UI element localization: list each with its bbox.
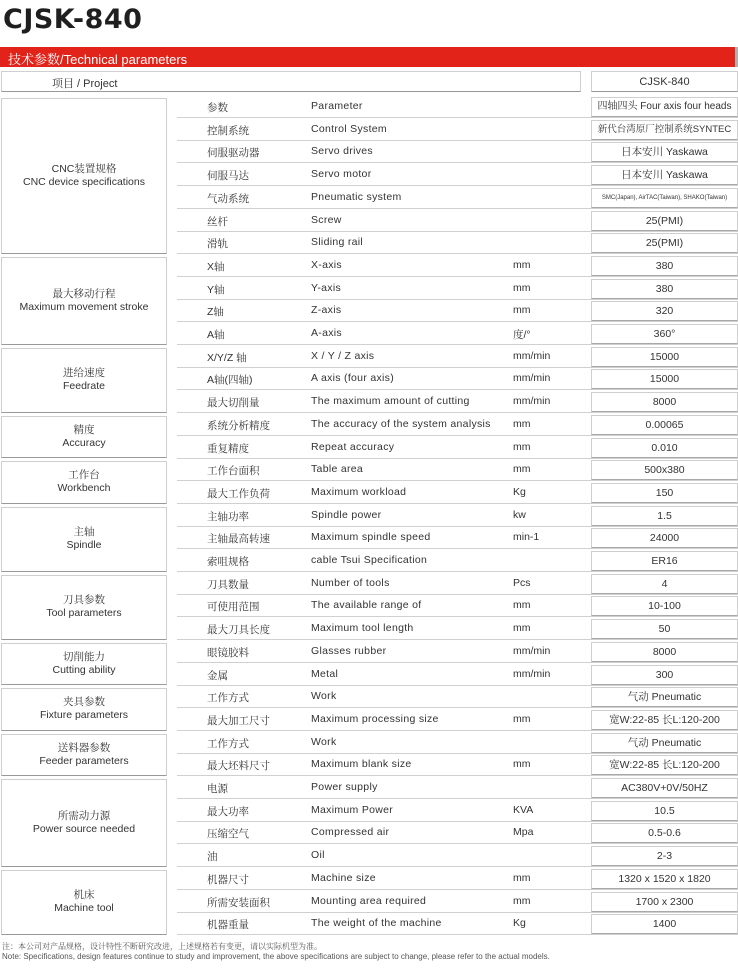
param-unit: KVA	[513, 803, 534, 816]
spec-row	[177, 527, 738, 549]
group-label-text	[46, 594, 121, 620]
spec-row	[177, 664, 738, 686]
group-label-cn: 所需动力源	[57, 809, 111, 822]
param-name-cn: 机器重量	[207, 919, 249, 932]
param-unit: mm	[513, 758, 531, 771]
param-name-cn: 伺服驱动器	[207, 147, 260, 160]
spec-row	[177, 686, 738, 708]
param-name-en: Table area	[311, 463, 364, 476]
param-name-en: Maximum blank size	[311, 758, 412, 771]
group-label	[1, 348, 167, 413]
param-value: SMC(Japan), AirTAC(Taiwan), SHAKO(Taiwan)	[591, 188, 738, 208]
param-name-cn: 工作方式	[207, 692, 249, 705]
spec-row	[177, 141, 738, 163]
param-name-en: Compressed air	[311, 826, 390, 839]
group-label-en: Feeder parameters	[39, 754, 129, 767]
param-value: 日本安川 Yaskawa	[591, 165, 738, 185]
group-label	[1, 870, 167, 935]
spec-row	[177, 437, 738, 459]
note-cn: 注：本公司对产品规格，设计特性不断研究改进，上述规格若有变更，请以实际机型为准。	[2, 942, 322, 951]
group-label-en: Accuracy	[62, 436, 106, 449]
param-unit: mm/min	[513, 349, 551, 362]
param-name-en: Glasses rubber	[311, 644, 387, 657]
param-name-en: Metal	[311, 667, 339, 680]
param-name-en: Y-axis	[311, 281, 342, 294]
param-name-en: Maximum tool length	[311, 622, 414, 635]
param-name-cn: 丝杆	[207, 215, 228, 228]
param-unit: mm/min	[513, 395, 551, 408]
param-name-en: Maximum workload	[311, 485, 407, 498]
group-label	[1, 688, 167, 730]
param-unit: Mpa	[513, 826, 534, 839]
group-label	[1, 461, 167, 503]
group-label-cn: 夹具参数	[63, 696, 105, 709]
param-name-en: Maximum processing size	[311, 712, 439, 725]
param-value: 50	[591, 619, 738, 639]
param-name-cn: 系统分析精度	[207, 419, 270, 432]
param-name-cn: 刀具数量	[207, 578, 249, 591]
param-name-en: The maximum amount of cutting	[311, 395, 470, 408]
param-name-en: Screw	[311, 213, 342, 226]
spec-row	[177, 800, 738, 822]
spec-row	[177, 164, 738, 186]
group-label-text	[20, 288, 149, 314]
param-name-en: Maximum spindle speed	[311, 531, 431, 544]
spec-row	[177, 278, 738, 300]
param-name-cn: 最大加工尺寸	[207, 714, 270, 727]
group-label-en: Machine tool	[54, 902, 114, 915]
param-name-cn: 眼镜胶料	[207, 646, 249, 659]
param-name-cn: 滑轨	[207, 238, 228, 251]
param-value: 1400	[591, 914, 738, 934]
project-label: 项目 / Project	[52, 78, 118, 90]
param-unit: min-1	[513, 531, 540, 544]
param-name-cn: 最大刀具长度	[207, 624, 270, 637]
group-label-cn: 最大移动行程	[52, 287, 116, 300]
param-name-cn: 主轴最高转速	[207, 533, 270, 546]
spec-row	[177, 391, 738, 413]
group-label-text	[54, 889, 114, 915]
param-name-en: cable Tsui Specification	[311, 554, 428, 566]
param-value: 25(PMI)	[591, 233, 738, 253]
param-value: ER16	[591, 551, 738, 571]
spec-row	[177, 482, 738, 504]
group-label-text	[33, 810, 135, 836]
param-name-en: X / Y / Z axis	[311, 349, 375, 362]
param-name-en: The available range of	[311, 599, 422, 612]
spec-row	[177, 300, 738, 322]
param-value: 150	[591, 483, 738, 503]
param-value: 300	[591, 665, 738, 685]
param-value: 320	[591, 301, 738, 321]
param-value: 0.010	[591, 438, 738, 458]
param-name-en: Servo drives	[311, 145, 373, 158]
param-unit: 度/°	[513, 329, 531, 341]
param-name-en: Maximum Power	[311, 803, 394, 816]
param-unit: mm	[513, 894, 531, 907]
spec-row	[177, 346, 738, 368]
group-label-cn: 主轴	[73, 526, 95, 539]
param-name-en: Machine size	[311, 871, 376, 884]
group-label-en: Feedrate	[62, 380, 106, 393]
param-unit: mm	[513, 304, 531, 317]
param-value: 新代台湾原厂控制系统SYNTEC	[591, 120, 738, 140]
param-name-cn: 重复精度	[207, 442, 249, 455]
param-name-cn: 金属	[207, 669, 228, 682]
param-value: 0.00065	[591, 415, 738, 435]
param-name-cn: X轴	[207, 260, 225, 273]
group-label-cn: 进给速度	[63, 367, 105, 380]
spec-row	[177, 414, 738, 436]
spec-row	[177, 777, 738, 799]
group-label-cn: CNC装置规格	[51, 162, 117, 175]
spec-row	[177, 187, 738, 209]
param-name-cn: 最大坯料尺寸	[207, 760, 270, 773]
param-name-cn: 索咀规格	[207, 556, 249, 568]
param-name-cn: 电源	[207, 783, 228, 795]
spec-row	[177, 550, 738, 572]
param-unit: mm	[513, 622, 531, 635]
param-name-cn: 主轴功率	[207, 510, 249, 523]
group-label-cn: 机床	[73, 889, 95, 902]
param-unit: mm/min	[513, 667, 551, 680]
param-value: 24000	[591, 528, 738, 548]
param-name-en: Parameter	[311, 100, 363, 112]
spec-row	[177, 845, 738, 867]
param-name-en: Work	[311, 735, 337, 748]
param-name-en: The accuracy of the system analysis	[311, 417, 491, 430]
param-name-cn: 工作方式	[207, 737, 249, 750]
spec-row	[177, 232, 738, 254]
group-label	[1, 98, 167, 254]
param-name-en: Oil	[311, 849, 325, 862]
param-name-cn: 油	[207, 851, 218, 864]
param-value: 8000	[591, 642, 738, 662]
section-title: 技术参数/Technical parameters	[8, 52, 188, 67]
group-label-cn: 切削能力	[63, 650, 105, 663]
param-name-cn: A轴(四轴)	[207, 374, 253, 387]
group-label-en: Cutting ability	[52, 663, 116, 676]
param-name-en: A-axis	[311, 327, 342, 339]
param-value: 8000	[591, 392, 738, 412]
param-name-cn: A轴	[207, 329, 225, 341]
param-value: 10.5	[591, 801, 738, 821]
param-unit: Pcs	[513, 576, 531, 589]
param-name-en: Z-axis	[311, 304, 342, 317]
param-value: 4	[591, 574, 738, 594]
param-value: 500x380	[591, 460, 738, 480]
group-label-text	[62, 424, 105, 450]
param-name-en: Repeat accuracy	[311, 440, 395, 453]
param-value: 宽W:22-85 长L:120-200	[591, 755, 738, 775]
param-value: 气动 Pneumatic	[591, 733, 738, 753]
param-name-en: Control System	[311, 122, 387, 135]
group-label	[1, 507, 167, 572]
param-name-cn: 工作台面积	[207, 465, 260, 478]
group-label	[1, 643, 167, 685]
group-label-text	[40, 696, 128, 722]
param-name-en: A axis (four axis)	[311, 372, 395, 385]
param-name-cn: 可使用范围	[207, 601, 260, 614]
param-value: 2-3	[591, 846, 738, 866]
param-unit: mm	[513, 281, 531, 294]
param-value: 15000	[591, 347, 738, 367]
param-value: 宽W:22-85 长L:120-200	[591, 710, 738, 730]
spec-row	[177, 96, 738, 118]
param-value: 10-100	[591, 596, 738, 616]
param-name-cn: 压缩空气	[207, 828, 249, 841]
param-unit: Kg	[513, 917, 526, 930]
group-label	[1, 257, 167, 345]
spec-row	[177, 891, 738, 913]
param-value: 气动 Pneumatic	[591, 687, 738, 707]
group-label-en: Tool parameters	[46, 607, 122, 620]
spec-row	[177, 868, 738, 890]
param-name-cn: 最大切削量	[207, 397, 260, 410]
spec-row	[177, 913, 738, 935]
param-name-cn: 伺服马达	[207, 170, 249, 183]
spec-row	[177, 618, 738, 640]
param-name-en: The weight of the machine	[311, 917, 442, 930]
spec-row	[177, 709, 738, 731]
group-label-en: Spindle	[66, 539, 102, 552]
spec-row	[177, 573, 738, 595]
spec-row	[177, 368, 738, 390]
param-name-cn: 最大工作负荷	[207, 487, 270, 500]
spec-row	[177, 595, 738, 617]
group-label-en: Workbench	[57, 482, 111, 495]
param-value: 0.5-0.6	[591, 823, 738, 843]
spec-row	[177, 732, 738, 754]
spec-row	[177, 505, 738, 527]
group-label-en: Power source needed	[32, 822, 136, 835]
param-name-en: Number of tools	[311, 576, 390, 589]
group-label-text	[58, 469, 111, 495]
param-value: 380	[591, 279, 738, 299]
param-unit: kw	[513, 508, 526, 521]
spec-row	[177, 323, 738, 345]
group-label-cn: 精度	[73, 423, 95, 436]
group-label	[1, 734, 167, 776]
param-unit: mm	[513, 440, 531, 453]
note-en: Note: Specifications, design features continue to study and improvement, the above specifications are subject to change, please refer to the actual models.	[2, 952, 550, 961]
spec-row	[177, 754, 738, 776]
spec-row	[177, 119, 738, 141]
param-value: 日本安川 Yaskawa	[591, 142, 738, 162]
param-value: 1700 x 2300	[591, 892, 738, 912]
page-title: CJSK-840	[3, 4, 143, 35]
param-name-en: Pneumatic system	[311, 190, 402, 203]
param-unit: mm	[513, 463, 531, 476]
param-name-en: Servo motor	[311, 168, 372, 181]
group-label-en: Fixture parameters	[39, 709, 129, 722]
group-label-cn: 工作台	[68, 469, 100, 482]
group-label-text	[23, 163, 145, 189]
param-name-cn: 所需安装面积	[207, 896, 270, 909]
param-unit: mm/min	[513, 644, 551, 657]
group-label	[1, 779, 167, 867]
param-name-en: Work	[311, 690, 337, 703]
param-value: AC380V+0V/50HZ	[591, 778, 738, 798]
param-name-en: Sliding rail	[311, 236, 364, 249]
group-label	[1, 416, 167, 458]
param-name-cn: 最大功率	[207, 805, 249, 818]
param-name-en: Spindle power	[311, 508, 382, 521]
param-name-en: Power supply	[311, 781, 378, 793]
section-banner	[0, 47, 738, 67]
param-value: 25(PMI)	[591, 211, 738, 231]
spec-row	[177, 255, 738, 277]
project-header	[1, 71, 581, 92]
group-label-text	[39, 742, 128, 768]
param-value: 1.5	[591, 506, 738, 526]
param-name-cn: Y轴	[207, 283, 225, 296]
param-unit: mm	[513, 871, 531, 884]
model-header: CJSK-840	[591, 71, 738, 92]
group-label-text	[63, 367, 105, 393]
row-divider	[177, 934, 738, 935]
param-name-cn: X/Y/Z 轴	[207, 351, 247, 364]
spec-row	[177, 822, 738, 844]
param-name-en: Mounting area required	[311, 894, 427, 907]
param-value: 380	[591, 256, 738, 276]
param-unit: mm	[513, 599, 531, 612]
group-label-text	[52, 651, 115, 677]
param-name-en: X-axis	[311, 258, 342, 271]
group-label-cn: 刀具参数	[62, 594, 105, 607]
group-label-en: CNC device specifications	[23, 175, 145, 188]
spec-row	[177, 459, 738, 481]
param-name-cn: Z轴	[207, 306, 224, 319]
param-unit: mm/min	[513, 372, 551, 385]
param-name-cn: 控制系统	[207, 124, 249, 137]
param-unit: mm	[513, 712, 531, 725]
spec-row	[177, 210, 738, 232]
param-unit: mm	[513, 417, 531, 430]
param-unit: Kg	[513, 485, 526, 498]
group-label-cn: 送料器参数	[57, 741, 111, 754]
group-label-en: Maximum movement stroke	[19, 300, 149, 313]
group-label-text	[66, 526, 101, 552]
param-value: 360°	[591, 324, 738, 344]
spec-row	[177, 641, 738, 663]
param-name-cn: 参数	[207, 102, 228, 114]
param-unit: mm	[513, 258, 531, 271]
param-name-cn: 机器尺寸	[207, 873, 249, 886]
param-value: 1320 x 1520 x 1820	[591, 869, 738, 889]
param-name-cn: 气动系统	[207, 192, 249, 205]
param-value: 15000	[591, 369, 738, 389]
param-value: 四轴四头 Four axis four heads	[591, 97, 738, 117]
group-label	[1, 575, 167, 640]
